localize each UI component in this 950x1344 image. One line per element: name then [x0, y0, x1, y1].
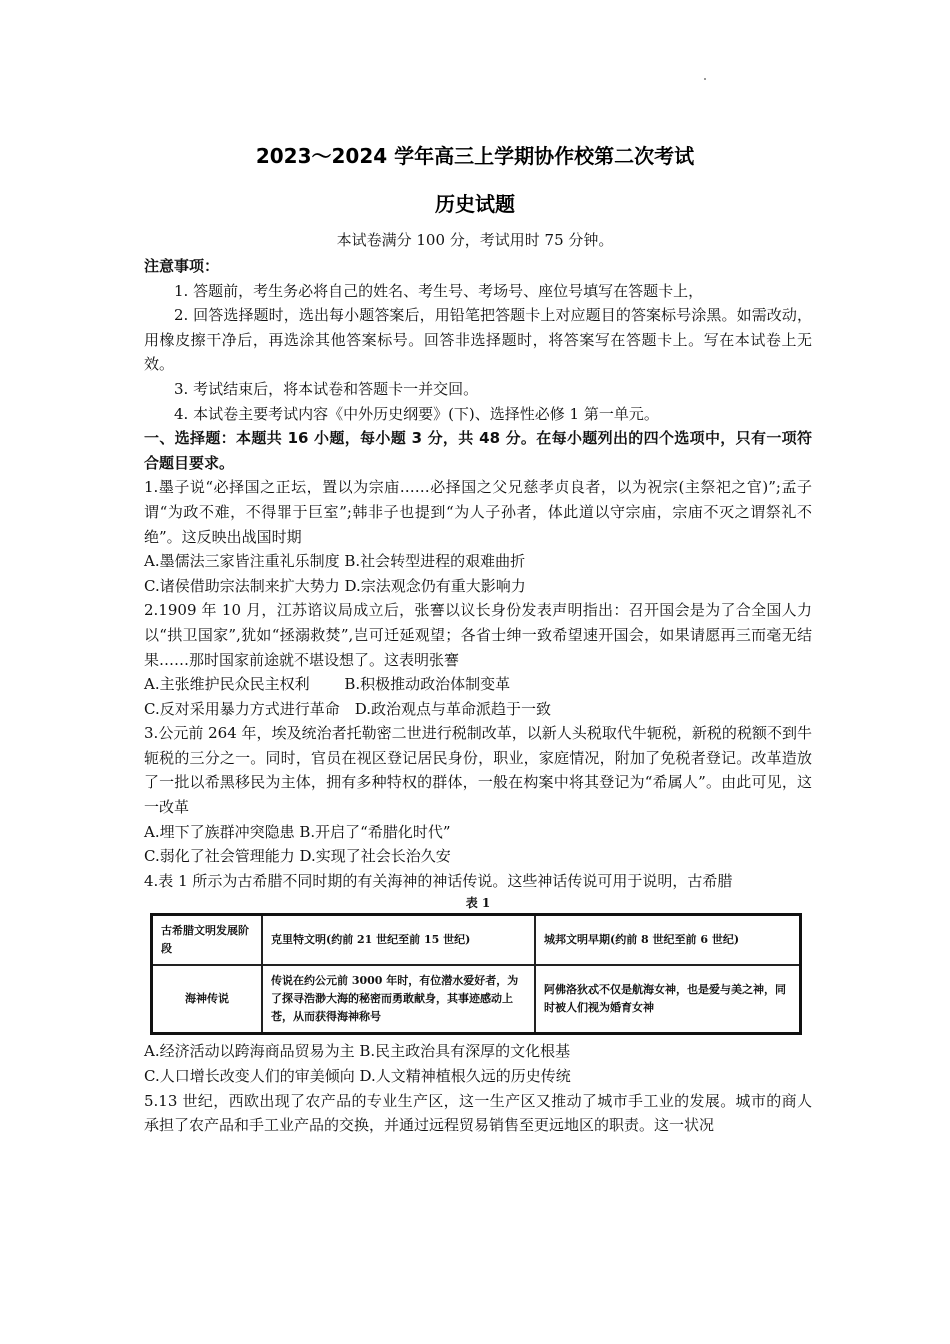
question-option: C.反对采用暴力方式进行革命 D.政治观点与革命派趋于一致: [144, 699, 551, 718]
question-option: C.诸侯借助宗法制来扩大势力 D.宗法观念仍有重大影响力: [144, 576, 526, 595]
table-caption: 表 1: [465, 896, 491, 911]
table-cell: 阿佛洛狄忒不仅是航海女神，也是爱与美之神，同时被人们视为婚育女神: [535, 965, 801, 1034]
question-option: A.主张维护民众民主权利 B.积极推动政治体制变革: [144, 675, 511, 694]
notice-heading: 注意事项：: [144, 257, 220, 275]
myth-table: [150, 913, 802, 1035]
question-stem: 4.表 1 所示为古希腊不同时期的有关海神的神话传说。这些神话传说可用于说明，古希腊: [144, 871, 733, 890]
table-row-label: 海神传说: [152, 965, 263, 1034]
notice-item: 1. 答题前，考生务必将自己的姓名、考生号、考场号、座位号填写在答题卡上，: [174, 281, 704, 300]
table-row: [152, 965, 801, 1034]
question-stem: 3.公元前 264 年，埃及统治者托勒密二世进行税制改革，以新人头税取代牛轭税，新税的税额不到牛轭税的三分之一。同时，官员在视区登记居民身份，职业，家庭情况，附加了免税者登记。改革造放了一批以希黑移民为主体，拥有多种特权的群体，一般在构案中将其登记为“希属人”。由此可见，这一改革: [144, 724, 812, 817]
question-option: C.人口增长改变人们的审美倾向 D.人文精神植根久远的历史传统: [144, 1067, 571, 1086]
table-header-cell: 城邦文明早期(约前 8 世纪至前 6 世纪): [535, 915, 801, 966]
notice-item: 2. 回答选择题时，选出每小题答案后，用铅笔把答题卡上对应题目的答案标号涂黑。如需改动，用橡皮擦干净后，再选涂其他答案标号。回答非选择题时，将答案写在答题卡上。写在本试卷上无效。: [144, 306, 812, 374]
question-option: A.经济活动以跨海商品贸易为主 B.民主政治具有深厚的文化根基: [144, 1042, 571, 1061]
exam-title: 2023～2024 学年高三上学期协作校第二次考试: [255, 144, 695, 168]
exam-content: [144, 254, 812, 1138]
question-option: A.墨儒法三家皆注重礼乐制度 B.社会转型进程的艰难曲折: [144, 552, 526, 571]
question-stem: 2.1909 年 10 月，江苏谘议局成立后，张謇以议长身份发表声明指出：召开国会是为了合全国人力以“拱卫国家”,犹如“拯溺救焚”,岂可迁延观望；各省士绅一致希望速开国会，如果请愿再三而毫无结果……那时国家前途就不堪设想了。这表明张謇: [144, 601, 812, 669]
question-stem: 1.墨子说“必择国之正坛，置以为宗庙……必择国之父兄慈孝贞良者，以为祝宗(主祭祀之官)”;孟子谓“为政不难，不得罪于巨室”;韩非子也提到“为人子孙者，体此道以守宗庙，宗庙不灭之谓祭礼不绝”。这反映出战国时期: [144, 478, 812, 546]
scan-speck: [704, 78, 706, 80]
question-option: A.埋下了族群冲突隐患 B.开启了“希腊化时代”: [144, 822, 451, 841]
exam-meta: 本试卷满分 100 分，考试用时 75 分钟。: [336, 231, 614, 249]
table-header-cell: 古希腊文明发展阶段: [152, 915, 263, 966]
table-cell: 传说在约公元前 3000 年时，有位潜水爱好者，为了探寻浩渺大海的秘密而勇敢献身，其事迹感动上苍，从而获得海神称号: [262, 965, 535, 1034]
table-header-cell: 克里特文明(约前 21 世纪至前 15 世纪): [262, 915, 535, 966]
table-row: [152, 915, 801, 966]
notice-item: 4. 本试卷主要考试内容《中外历史纲要》(下)、选择性必修 1 第一单元。: [174, 404, 659, 423]
subject-title: 历史试题: [435, 192, 515, 216]
notice-item: 3. 考试结束后，将本试卷和答题卡一并交回。: [174, 379, 479, 398]
section-heading: 一、选择题：本题共 16 小题，每小题 3 分，共 48 分。在每小题列出的四个选项中，只有一项符合题目要求。: [144, 429, 812, 472]
question-stem: 5.13 世纪，西欧出现了农产品的专业生产区，这一生产区又推动了城市手工业的发展。城市的商人承担了农产品和手工业产品的交换，并通过远程贸易销售至更远地区的职责。这一状况: [144, 1091, 812, 1135]
question-option: C.弱化了社会管理能力 D.实现了社会长治久安: [144, 847, 451, 866]
